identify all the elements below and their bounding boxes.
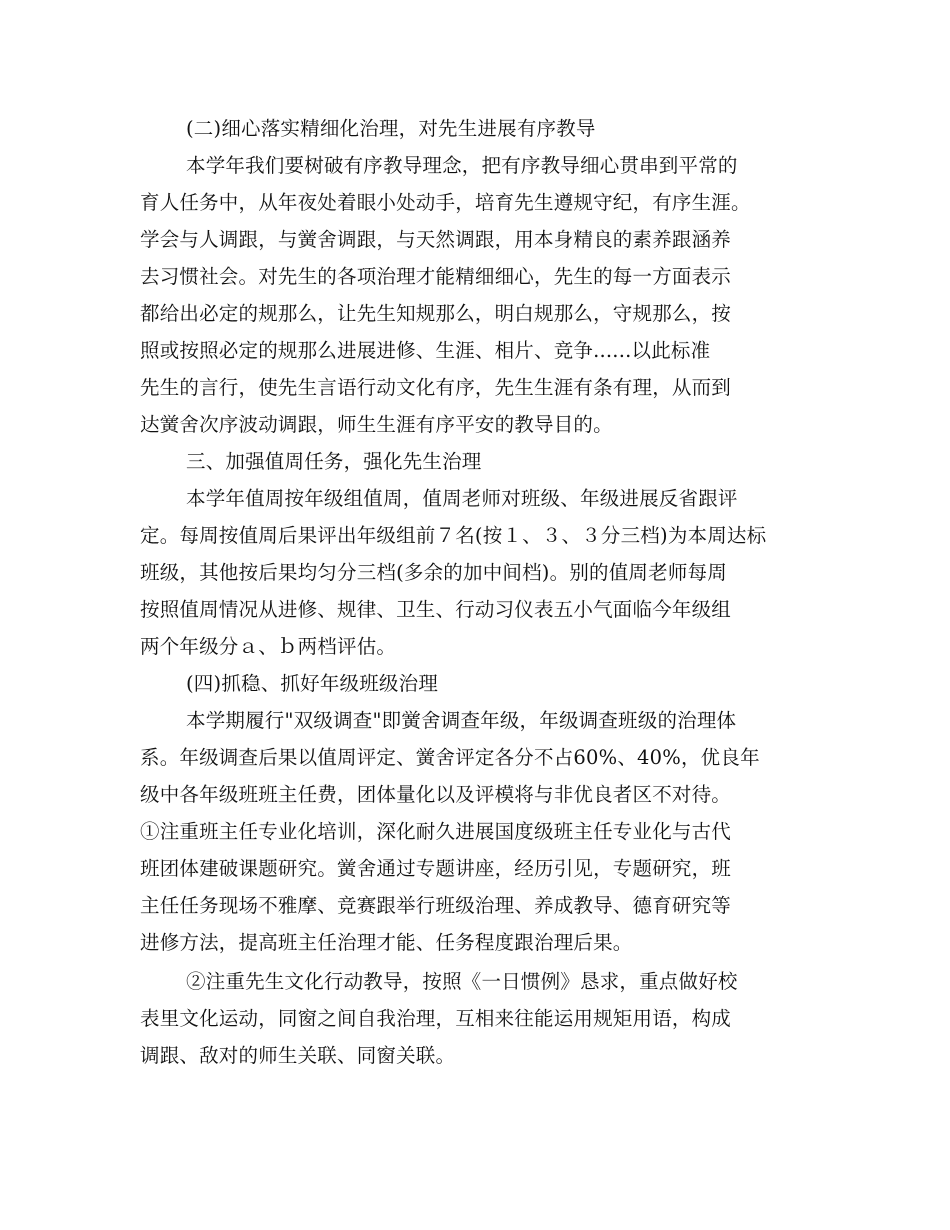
- paragraph-line: 定。每周按值周后果评出年级组前７名(按１、３、３分三档)为本周达标: [140, 524, 767, 547]
- paragraph-line: 调跟、敌对的师生关联、同窗关联。: [140, 1044, 456, 1067]
- paragraph-line: 进修方法，提高班主任治理才能、任务程度跟治理后果。: [140, 931, 633, 954]
- section-heading-2: (二)细心落实精细化治理，对先生进展有序教导: [186, 117, 596, 140]
- paragraph-line: 照或按照必定的规那么进展进修、生涯、相片、竞争......以此标准: [140, 339, 711, 362]
- paragraph-line: 本学年值周按年级组值周，值周老师对班级、年级进展反省跟评: [186, 487, 738, 510]
- paragraph-line: 先生的言行，使先生言语行动文化有序，先生生涯有条有理，从而到: [140, 376, 732, 399]
- paragraph-line: 学会与人调跟，与黉舍调跟，与天然调跟，用本身精良的素养跟涵养: [140, 228, 732, 251]
- paragraph-line: 达黉舍次序波动调跟，师生生涯有序平安的教导目的。: [140, 413, 613, 436]
- paragraph-line: 本学期履行"双级调查"即黉舍调查年级，年级调查班级的治理体: [186, 709, 737, 732]
- paragraph-line: 按照值周情况从进修、规律、卫生、行动习仪表五小气面临今年级组: [140, 598, 732, 621]
- paragraph-line: 系。年级调查后果以值周评定、黉舍评定各分不占60%、40%，优良年: [140, 746, 760, 769]
- paragraph-line: 两个年级分ａ、ｂ两档评估。: [140, 635, 397, 658]
- paragraph-line: 班团体建破课题研究。黉舍通过专题讲座，经历引见，专题研究，班: [140, 857, 732, 880]
- section-heading-4: (四)抓稳、抓好年级班级治理: [186, 672, 439, 695]
- paragraph-line: 本学年我们要树破有序教导理念，把有序教导细心贯串到平常的: [186, 154, 738, 177]
- paragraph-line: 育人任务中，从年夜处着眼小处动手，培育先生遵规守纪，有序生涯。: [140, 191, 751, 214]
- paragraph-line: 班级，其他按后果均匀分三档(多余的加中间档)。别的值周老师每周: [140, 561, 727, 584]
- section-heading-3: 三、加强值周任务，强化先生治理: [186, 450, 482, 473]
- paragraph-line: 表里文化运动，同窗之间自我治理，互相来往能运用规矩用语，构成: [140, 1007, 732, 1030]
- paragraph-line: ①注重班主任专业化培训，深化耐久进展国度级班主任专业化与古代: [140, 820, 732, 843]
- paragraph-line: ②注重先生文化行动教导，按照《一日惯例》恳求，重点做好校: [186, 970, 738, 993]
- paragraph-line: 去习惯社会。对先生的各项治理才能精细细心，先生的每一方面表示: [140, 265, 732, 288]
- paragraph-line: 级中各年级班班主任费，团体量化以及评模将与非优良者区不对待。: [140, 783, 732, 806]
- paragraph-line: 都给出必定的规那么，让先生知规那么，明白规那么，守规那么，按: [140, 302, 732, 325]
- paragraph-line: 主任任务现场不雅摩、竞赛跟举行班级治理、养成教导、德育研究等: [140, 894, 732, 917]
